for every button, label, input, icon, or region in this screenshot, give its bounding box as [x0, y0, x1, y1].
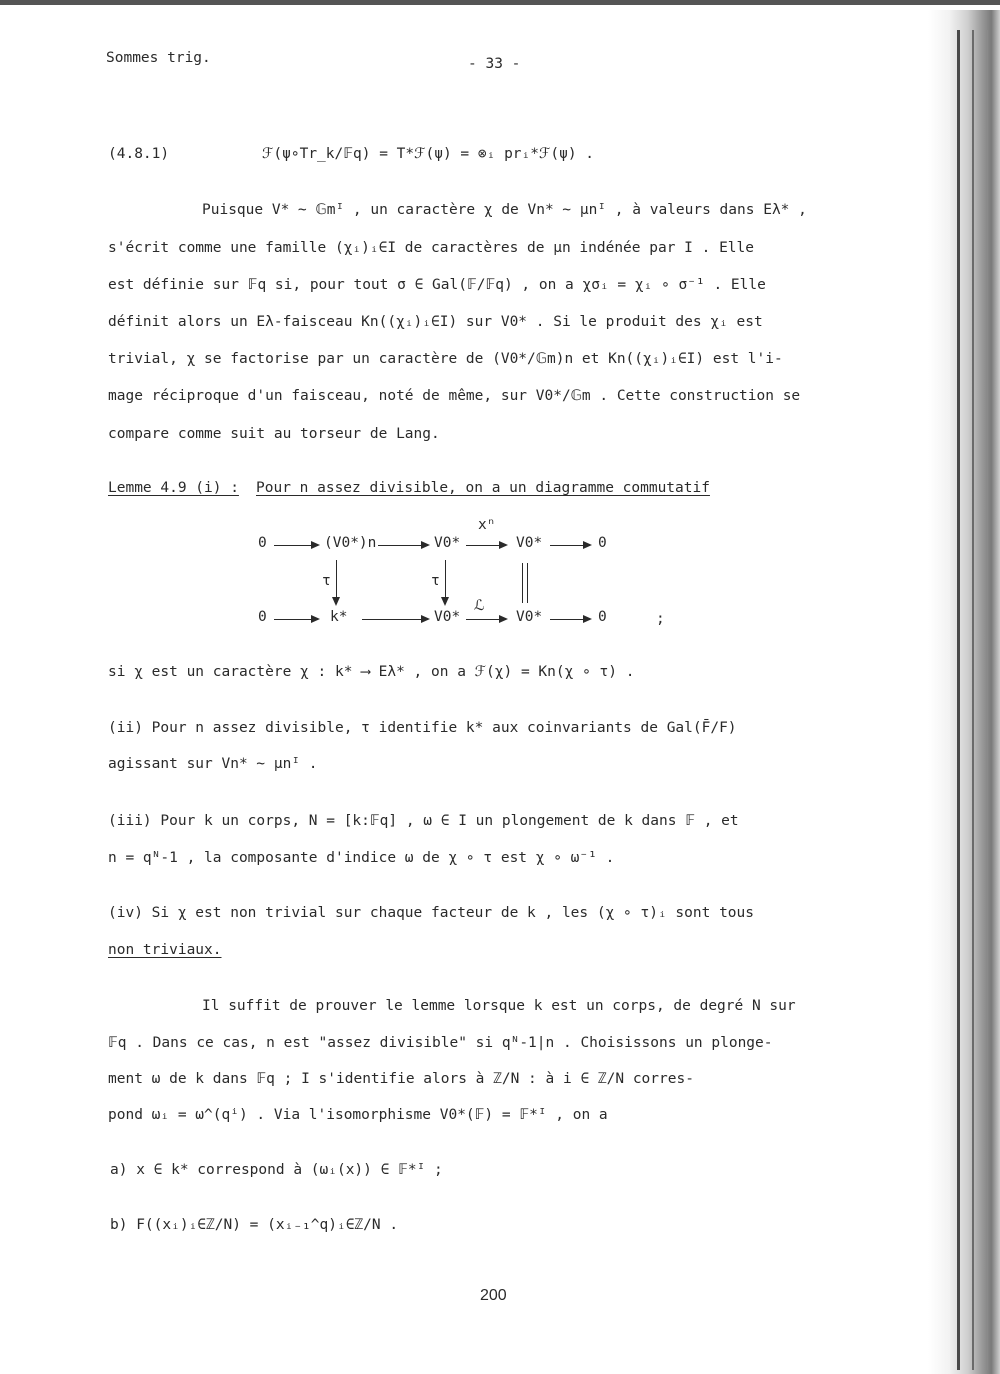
paragraph-line: Puisque V* ∼ 𝔾mᴵ , un caractère χ de Vn* ∼ μnᴵ , à valeurs dans Eλ* ,: [202, 202, 807, 218]
paragraph-line: mage réciproque d'un faisceau, noté de même, sur V0*/𝔾m . Cette construction se: [108, 388, 801, 404]
diagram-node: V0*: [516, 609, 543, 625]
equation-4-8-1: ℱ(ψ∘Tr_k/𝔽q) = T*ℱ(ψ) = ⊗ᵢ prᵢ*ℱ(ψ) .: [262, 146, 595, 162]
diagram-map-label: τ: [431, 573, 440, 589]
scan-top-edge: [0, 0, 1000, 5]
diagram-arrow: [466, 619, 506, 620]
paragraph-line: s'écrit comme une famille (χᵢ)ᵢ∈I de caractères de μn indénée par I . Elle: [108, 240, 755, 256]
binding-line: [957, 30, 960, 1370]
paragraph-line: 𝔽q . Dans ce cas, n est "assez divisible" si qᴺ-1|n . Choisissons un plonge-: [108, 1035, 773, 1051]
paragraph-line: pond ωᵢ = ω^(qⁱ) . Via l'isomorphisme V0*(𝔽) = 𝔽*ᴵ , on a: [108, 1107, 608, 1123]
lemma-heading: Lemme 4.9 (i) :: [108, 480, 239, 496]
commutative-diagram: [240, 515, 640, 640]
lemma-part-iii-cont: n = qᴺ-1 , la composante d'indice ω de χ ∘ τ est χ ∘ ω⁻¹ .: [108, 850, 615, 866]
running-title: Sommes trig.: [106, 50, 211, 66]
diagram-map-label: τ: [322, 573, 331, 589]
page-number: 200: [480, 1287, 507, 1304]
diagram-node: k*: [330, 609, 348, 625]
item-b: b) F((xᵢ)ᵢ∈ℤ/N) = (xᵢ₋₁^q)ᵢ∈ℤ/N .: [110, 1217, 399, 1233]
diagram-node: 0: [598, 535, 607, 551]
diagram-vertical-arrow: [445, 560, 446, 604]
page-marker: - 33 -: [468, 56, 521, 72]
diagram-map-label: xⁿ: [478, 517, 496, 533]
lemma-part-iv-cont: non triviaux.: [108, 942, 222, 958]
diagram-arrow: [550, 619, 590, 620]
lemma-part-ii-cont: agissant sur Vn* ∼ μnᴵ .: [108, 756, 318, 772]
diagram-vertical-arrow: [336, 560, 337, 604]
lemma-part-ii: (ii) Pour n assez divisible, τ identifie k* aux coinvariants de Gal(F̄/F): [108, 720, 737, 736]
diagram-arrow: [362, 619, 428, 620]
diagram-arrow: [466, 545, 506, 546]
lemma-part-i: si χ est un caractère χ : k* ⟶ Eλ* , on a ℱ(χ) = Kn(χ ∘ τ) .: [108, 664, 635, 680]
diagram-node: (V0*)n: [324, 535, 377, 551]
lemma-part-iii: (iii) Pour k un corps, N = [k:𝔽q] , ω ∈ I un plongement de k dans 𝔽 , et: [108, 813, 739, 829]
binding-line: [972, 30, 974, 1370]
paragraph-line: Il suffit de prouver le lemme lorsque k est un corps, de degré N sur: [202, 998, 796, 1014]
diagram-arrow: [274, 545, 318, 546]
diagram-arrow: [378, 545, 428, 546]
paragraph-line: compare comme suit au torseur de Lang.: [108, 426, 440, 442]
paragraph-line: trivial, χ se factorise par un caractère de (V0*/𝔾m)n et Kn((χᵢ)ᵢ∈I) est l'i-: [108, 351, 783, 367]
paragraph-line: est définie sur 𝔽q si, pour tout σ ∈ Gal(𝔽/𝔽q) , on a χσᵢ = χᵢ ∘ σ⁻¹ . Elle: [108, 277, 766, 293]
paragraph-line: ment ω de k dans 𝔽q ; I s'identifie alors à ℤ/N : à i ∈ ℤ/N corres-: [108, 1071, 694, 1087]
diagram-semicolon: ;: [656, 611, 665, 627]
binding-line: [986, 30, 988, 1370]
diagram-node: 0: [258, 535, 267, 551]
paragraph-line: définit alors un Eλ-faisceau Kn((χᵢ)ᵢ∈I) sur V0* . Si le produit des χᵢ est: [108, 314, 763, 330]
binding-shadow: [928, 10, 1000, 1374]
diagram-node: V0*: [516, 535, 543, 551]
equation-label: (4.8.1): [108, 146, 170, 162]
diagram-node: V0*: [434, 535, 461, 551]
diagram-arrow: [550, 545, 590, 546]
diagram-node: V0*: [434, 609, 461, 625]
item-a: a) x ∈ k* correspond à (ωᵢ(x)) ∈ 𝔽*ᴵ ;: [110, 1162, 443, 1178]
diagram-equality: [522, 563, 528, 603]
diagram-node: 0: [258, 609, 267, 625]
diagram-node: 0: [598, 609, 607, 625]
lemma-part-iv: (iv) Si χ est non trivial sur chaque facteur de k , les (χ ∘ τ)ᵢ sont tous: [108, 905, 755, 921]
lemma-statement: Pour n assez divisible, on a un diagramme commutatif: [256, 480, 710, 496]
diagram-map-label: ℒ: [474, 598, 485, 614]
diagram-arrow: [274, 619, 318, 620]
